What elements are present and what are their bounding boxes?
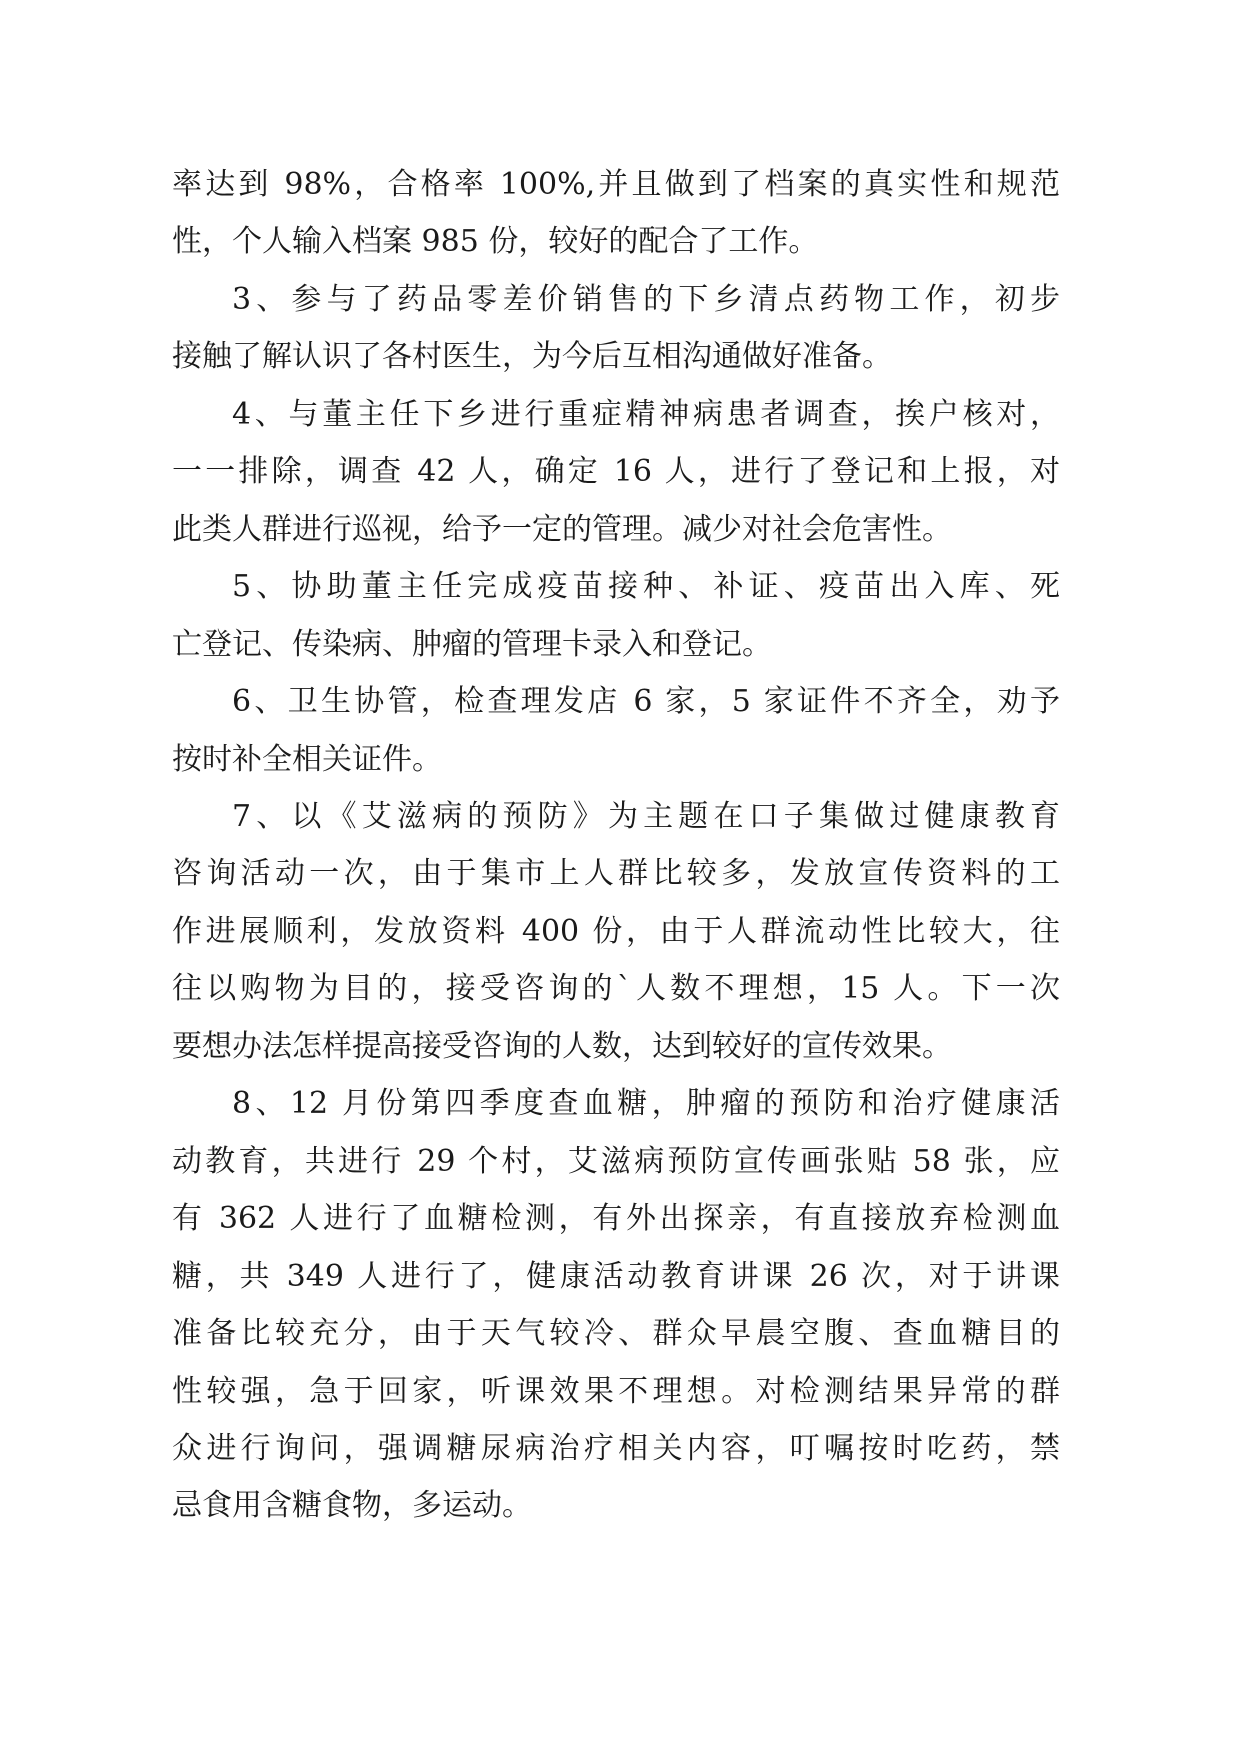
text-line: 咨询活动一次，由于集市上人群比较多，发放宣传资料的工 [172, 856, 1060, 892]
text-line: 一一排除，调查 42 人，确定 16 人，进行了登记和上报，对 [172, 454, 1060, 490]
text-line: 动教育，共进行 29 个村，艾滋病预防宣传画张贴 58 张，应 [172, 1143, 1060, 1179]
text-line: 按时补全相关证件。 [172, 741, 442, 777]
text-line: 性，个人输入档案 985 份，较好的配合了工作。 [172, 224, 819, 260]
text-line: 接触了解认识了各村医生，为今后互相沟通做好准备。 [172, 339, 892, 375]
text-line: 性较强，急于回家，听课效果不理想。对检测结果异常的群 [172, 1373, 1060, 1409]
text-line: 忌食用含糖食物，多运动。 [172, 1488, 532, 1524]
text-line: 7、以《艾滋病的预防》为主题在口子集做过健康教育 [232, 799, 1060, 834]
text-line: 8、12 月份第四季度查血糖，肿瘤的预防和治疗健康活 [232, 1086, 1060, 1122]
text-line: 此类人群进行巡视，给予一定的管理。减少对社会危害性。 [172, 511, 952, 547]
text-line: 要想办法怎样提高接受咨询的人数，达到较好的宣传效果。 [172, 1028, 952, 1064]
text-line: 往以购物为目的，接受咨询的`人数不理想，15 人。下一次 [172, 971, 1060, 1007]
text-line: 6、卫生协管，检查理发店 6 家，5 家证件不齐全，劝予 [232, 684, 1060, 720]
text-line: 亡登记、传染病、肿瘤的管理卡录入和登记。 [172, 626, 772, 662]
text-line: 5、协助董主任完成疫苗接种、补证、疫苗出入库、死 [232, 569, 1060, 605]
text-line: 作进展顺利，发放资料 400 份，由于人群流动性比较大，往 [172, 913, 1060, 949]
text-line: 率达到 98%，合格率 100%,并且做到了档案的真实性和规范 [172, 167, 1060, 202]
text-line: 有 362 人进行了血糖检测，有外出探亲，有直接放弃检测血 [172, 1201, 1060, 1237]
text-line: 准备比较充分，由于天气较冷、群众早晨空腹、查血糖目的 [172, 1316, 1060, 1351]
text-line: 4、与董主任下乡进行重症精神病患者调查，挨户核对， [232, 396, 1060, 432]
text-line: 众进行询问，强调糖尿病治疗相关内容，叮嘱按时吃药，禁 [172, 1430, 1060, 1466]
text-line: 3、参与了药品零差价销售的下乡清点药物工作，初步 [232, 281, 1060, 317]
text-line: 糖，共 349 人进行了，健康活动教育讲课 26 次，对于讲课 [172, 1258, 1060, 1294]
